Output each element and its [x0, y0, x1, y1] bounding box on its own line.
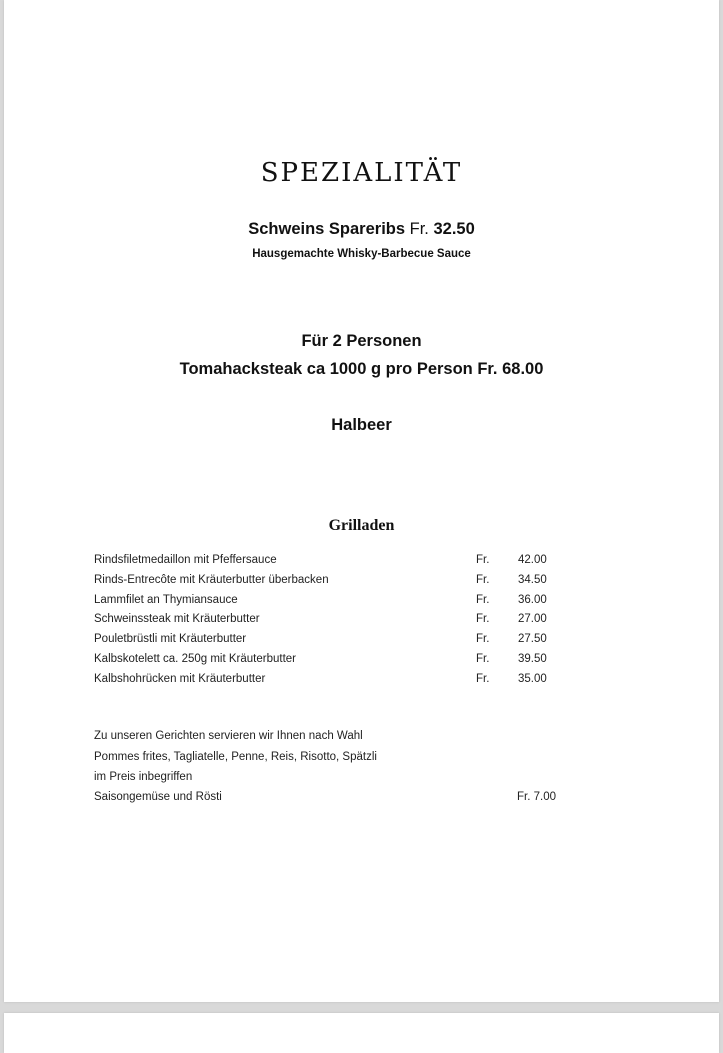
menu-item-name: Kalbshohrücken mit Kräuterbutter	[94, 672, 266, 685]
menu-item-name: Pouletbrüstli mit Kräuterbutter	[94, 633, 247, 646]
menu-item-price: 42.00	[518, 554, 547, 566]
for-two-item: Tomahacksteak ca 1000 g pro Person Fr. 68.00	[179, 360, 544, 378]
sides-line-2: Pommes frites, Tagliatelle, Penne, Reis, Risotto, Spätzli	[94, 751, 377, 763]
menu-item-price: 27.50	[518, 633, 547, 646]
page-title: SPEZIALITÄT	[260, 158, 463, 188]
menu-item-currency: Fr.	[476, 593, 490, 606]
special-name: Schweins Spareribs	[248, 220, 406, 238]
menu-item-price: 35.00	[518, 672, 547, 685]
menu-item-currency: Fr.	[476, 653, 490, 665]
menu-item-name: Schweinssteak mit Kräuterbutter	[94, 613, 260, 626]
special-description: Hausgemachte Whisky-Barbecue Sauce	[252, 248, 471, 260]
sides-line-3: im Preis inbegriffen	[94, 771, 193, 783]
menu-item-currency: Fr.	[476, 633, 490, 646]
special-currency: Fr.	[409, 220, 429, 238]
sides-extra-price: Fr. 7.00	[517, 791, 556, 803]
next-page	[4, 1013, 719, 1053]
menu-item-price: 27.00	[518, 613, 547, 626]
menu-item-price: 34.50	[518, 573, 547, 586]
menu-item-currency: Fr.	[476, 613, 490, 626]
menu-item-name: Rinds-Entrecôte mit Kräuterbutter überbacken	[94, 573, 329, 586]
for-two-heading: Für 2 Personen	[301, 332, 422, 350]
menu-item-price: 39.50	[518, 653, 547, 665]
halbeer-heading: Halbeer	[331, 416, 392, 434]
sides-line-1: Zu unseren Gerichten servieren wir Ihnen nach Wahl	[94, 730, 363, 742]
menu-item-price: 36.00	[518, 593, 547, 606]
menu-page	[4, 0, 719, 1002]
menu-item-currency: Fr.	[476, 573, 490, 586]
grilladen-heading: Grilladen	[328, 517, 395, 534]
menu-item-currency: Fr.	[476, 554, 490, 566]
special-item	[0, 220, 723, 239]
menu-item-name: Kalbskotelett ca. 250g mit Kräuterbutter	[94, 653, 296, 665]
special-price: 32.50	[433, 220, 475, 238]
sides-extra-name: Saisongemüse und Rösti	[94, 791, 222, 803]
menu-item-name: Rindsfiletmedaillon mit Pfeffersauce	[94, 554, 277, 566]
menu-item-currency: Fr.	[476, 672, 490, 685]
menu-item-name: Lammfilet an Thymiansauce	[94, 593, 238, 606]
